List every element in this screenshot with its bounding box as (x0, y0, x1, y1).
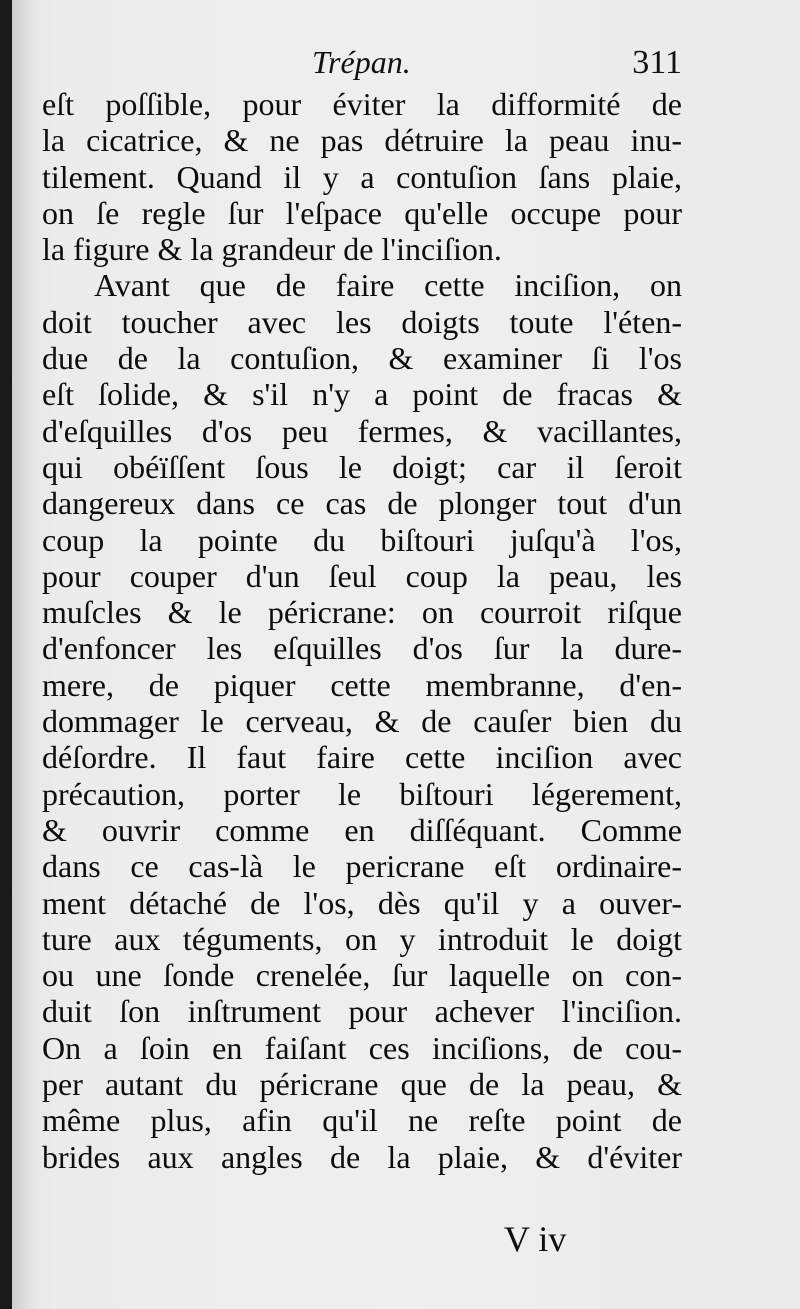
text-line: eſt ſolide, & s'il n'y a point de fracas & (42, 376, 682, 413)
text-line: la cicatrice, & ne pas détruire la peau inu- (42, 122, 682, 159)
body-text (42, 86, 682, 1175)
book-page (12, 0, 800, 1309)
text-line: coup la pointe du biſtouri juſqu'à l'os, (42, 521, 682, 558)
text-line: dans ce cas-là le pericrane eſt ordinaire- (42, 848, 682, 885)
text-line: muſcles & le péricrane: on courroit riſque (42, 594, 682, 631)
running-title: Trépan. (312, 44, 411, 80)
text-line: ou une ſonde crenelée, ſur laquelle on con- (42, 957, 682, 994)
text-line: due de la contuſion, & examiner ſi l'os (42, 340, 682, 377)
text-line: dommager le cerveau, & de cauſer bien du (42, 703, 682, 740)
page-header (12, 44, 800, 88)
text-line: pour couper d'un ſeul coup la peau, les (42, 557, 682, 594)
text-line: eſt poſſible, pour éviter la difformité de (42, 86, 682, 122)
text-line: Avant que de faire cette inciſion, on (94, 267, 682, 304)
text-line: qui obéïſſent ſous le doigt; car il ſeroit (42, 448, 682, 485)
text-line: mere, de piquer cette membranne, d'en- (42, 666, 682, 703)
page-number: 311 (632, 44, 682, 81)
text-line: On a ſoin en faiſant ces inciſions, de cou- (42, 1029, 682, 1066)
page-gutter-shadow (12, 0, 34, 1309)
text-line: tilement. Quand il y a contuſion ſans plaie, (42, 158, 682, 195)
text-line: per autant du péricrane que de la peau, & (42, 1066, 682, 1103)
text-line: ture aux téguments, on y introduit le doigt (42, 920, 682, 957)
text-line: précaution, porter le biſtouri légerement, (42, 775, 682, 812)
text-line: & ouvrir comme en diſſéquant. Comme (42, 811, 682, 848)
text-line: d'enfoncer les eſquilles d'os ſur la dure- (42, 630, 682, 667)
text-line: même plus, afin qu'il ne reſte point de (42, 1102, 682, 1139)
text-line: ment détaché de l'os, dès qu'il y a ouver- (42, 884, 682, 921)
text-line: on ſe regle ſur l'eſpace qu'elle occupe pour (42, 194, 682, 231)
text-line: duit ſon inſtrument pour achever l'inciſion. (42, 993, 682, 1030)
text-line: dangereux dans ce cas de plonger tout d'un (42, 485, 682, 522)
text-line: d'eſquilles d'os peu fermes, & vacillantes, (42, 412, 682, 449)
text-line: la figure & la grandeur de l'inciſion. (42, 231, 502, 268)
text-line: brides aux angles de la plaie, & d'éviter (42, 1138, 682, 1175)
text-line: doit toucher avec les doigts toute l'éten- (42, 303, 682, 340)
signature-mark: V iv (504, 1219, 567, 1259)
text-line: déſordre. Il faut faire cette inciſion avec (42, 739, 682, 776)
